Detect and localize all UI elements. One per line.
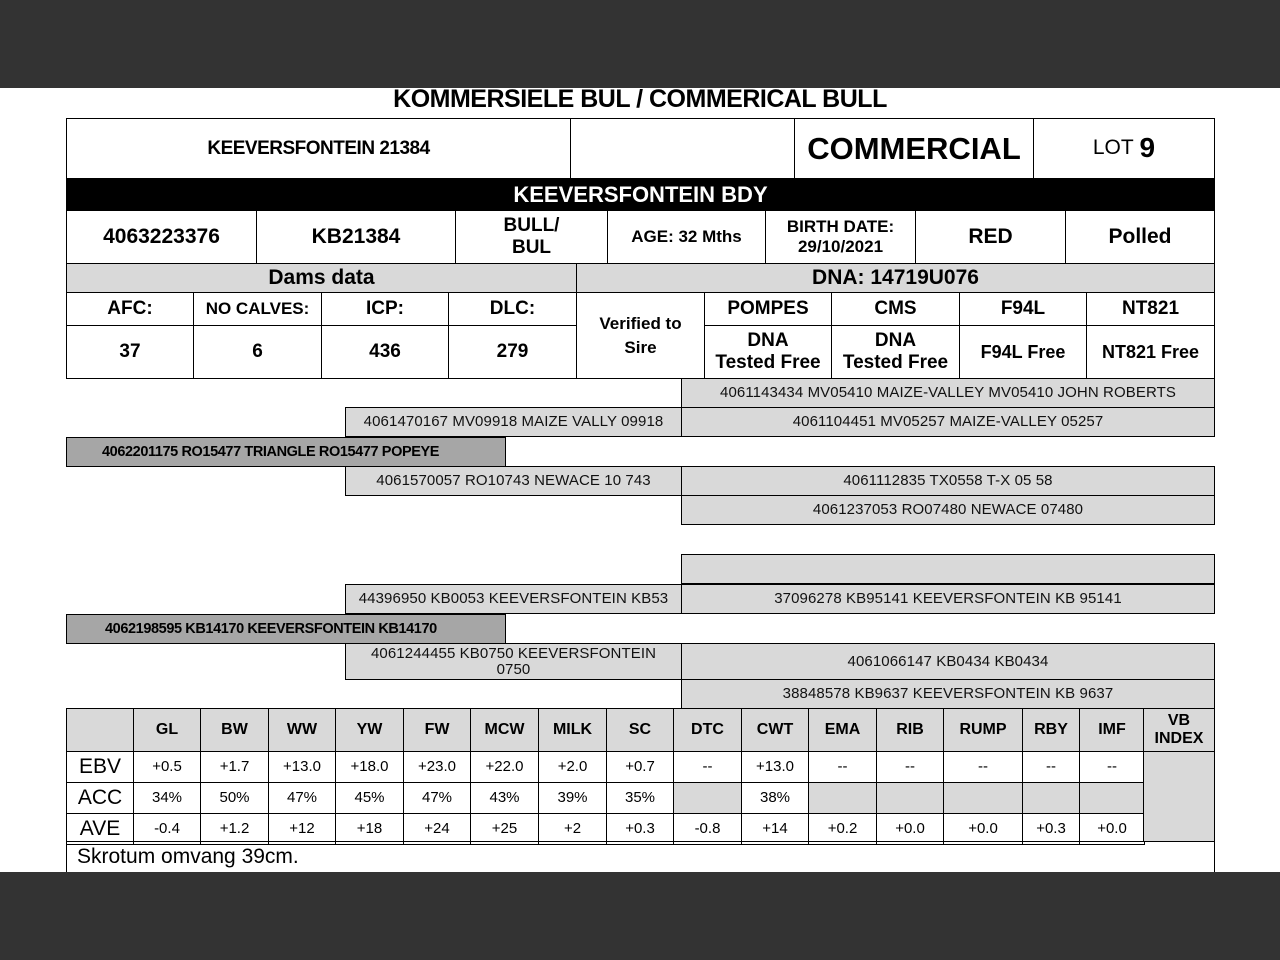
ebv-cell-ave-fw: +24: [403, 813, 471, 845]
ebv-cell-ebv-milk: +2.0: [538, 751, 607, 783]
ebv-cell-ave-ww: +12: [268, 813, 336, 845]
ebv-cell-ebv-cwt: +13.0: [741, 751, 809, 783]
animal-name: KEEVERSFONTEIN 21384: [66, 118, 571, 179]
icp-label: ICP:: [321, 292, 449, 326]
ebv-row-label-acc: ACC: [66, 782, 134, 814]
vb-index-header: [1143, 708, 1215, 752]
ebv-cell-ebv-imf: --: [1079, 751, 1145, 783]
birth-date-cell: [765, 210, 916, 264]
ebv-cell-ave-dtc: -0.8: [673, 813, 742, 845]
ebv-cell-acc-rump: [943, 782, 1023, 814]
ebv-cell-ave-rump: +0.0: [943, 813, 1023, 845]
bull-info-sheet: [0, 88, 1280, 872]
ebv-cell-ebv-rib: --: [876, 751, 944, 783]
pompes-result-line2: Tested Free: [715, 352, 821, 373]
pedigree-sire: 4062201175 RO15477 TRIANGLE RO15477 POPEYE: [66, 437, 506, 467]
no-calves-value: 6: [193, 325, 322, 379]
ebv-cell-ave-imf: +0.0: [1079, 813, 1145, 845]
ebv-cell-acc-milk: 39%: [538, 782, 607, 814]
pedigree-dam-sire: 44396950 KB0053 KEEVERSFONTEIN KB53: [345, 584, 682, 614]
afc-value: 37: [66, 325, 194, 379]
ebv-col-header-rib: RIB: [876, 708, 944, 752]
pedigree-dsd: 37096278 KB95141 KEEVERSFONTEIN KB 95141: [681, 584, 1215, 614]
ebv-row-label-ave: AVE: [66, 813, 134, 845]
birth-date-value: 29/10/2021: [797, 237, 884, 256]
pompes-result-line1: DNA: [747, 330, 789, 352]
pedigree-ddd: 38848578 KB9637 KEEVERSFONTEIN KB 9637: [681, 679, 1215, 709]
animal-colour: RED: [915, 210, 1066, 264]
ebv-cell-acc-dtc: [673, 782, 742, 814]
f94l-result: F94L Free: [959, 325, 1087, 379]
ebv-col-header-sc: SC: [606, 708, 674, 752]
pedigree-sds: 4061112835 TX0558 T-X 05 58: [681, 466, 1215, 496]
animal-id: 4063223376: [66, 210, 257, 264]
pedigree-dds: 4061066147 KB0434 KB0434: [681, 643, 1215, 680]
afc-label: AFC:: [66, 292, 194, 326]
birth-date-label: BIRTH DATE:: [786, 217, 895, 237]
cms-label: CMS: [831, 292, 960, 326]
vb-index-value: [1143, 751, 1215, 842]
ebv-cell-acc-sc: 35%: [606, 782, 674, 814]
ebv-col-header-gl: GL: [133, 708, 201, 752]
ebv-col-header-rby: RBY: [1022, 708, 1080, 752]
nt821-label: NT821: [1086, 292, 1215, 326]
ebv-cell-acc-fw: 47%: [403, 782, 471, 814]
dams-data-title: Dams data: [66, 263, 577, 293]
ebv-cell-ave-yw: +18: [335, 813, 404, 845]
ebv-cell-acc-mcw: 43%: [470, 782, 539, 814]
ebv-col-header-cwt: CWT: [741, 708, 809, 752]
scrotum-note: Skrotum omvang 39cm.: [66, 841, 1215, 872]
lot-label: LOT: [1092, 136, 1134, 160]
ebv-cell-ave-mcw: +25: [470, 813, 539, 845]
animal-sex: [455, 210, 608, 264]
ebv-row-label-ebv: EBV: [66, 751, 134, 783]
ebv-cell-acc-yw: 45%: [335, 782, 404, 814]
ebv-cell-ebv-bw: +1.7: [200, 751, 269, 783]
pedigree-sdd: 4061237053 RO07480 NEWACE 07480: [681, 495, 1215, 525]
ebv-col-header-imf: IMF: [1079, 708, 1145, 752]
cms-result-line2: Tested Free: [842, 352, 949, 373]
ebv-col-header-bw: BW: [200, 708, 269, 752]
lot-number: 9: [1139, 132, 1156, 164]
ebv-col-header-ww: WW: [268, 708, 336, 752]
dna-title: DNA: 14719U076: [576, 263, 1215, 293]
ebv-cell-ebv-sc: +0.7: [606, 751, 674, 783]
ebv-cell-ave-ema: +0.2: [808, 813, 877, 845]
animal-tattoo: KB21384: [256, 210, 456, 264]
dlc-value: 279: [448, 325, 577, 379]
ebv-col-header-dtc: DTC: [673, 708, 742, 752]
header-blank-cell: [570, 118, 795, 179]
ebv-cell-ebv-gl: +0.5: [133, 751, 201, 783]
lot-cell: [1033, 118, 1215, 179]
ebv-col-header-ema: EMA: [808, 708, 877, 752]
pedigree-sire-sire: 4061470167 MV09918 MAIZE VALLY 09918: [345, 407, 682, 437]
cms-result: [831, 325, 960, 379]
ebv-cell-ebv-ww: +13.0: [268, 751, 336, 783]
animal-age: AGE: 32 Mths: [607, 210, 766, 264]
pedigree-dam: 4062198595 KB14170 KEEVERSFONTEIN KB14170: [66, 614, 506, 644]
ebv-cell-acc-cwt: 38%: [741, 782, 809, 814]
ebv-cell-ave-cwt: +14: [741, 813, 809, 845]
ebv-cell-ebv-rby: --: [1022, 751, 1080, 783]
ebv-cell-ave-milk: +2: [538, 813, 607, 845]
cms-result-line1: DNA: [874, 330, 917, 352]
no-calves-label: NO CALVES:: [193, 292, 322, 326]
ebv-corner-cell: [66, 708, 134, 752]
pedigree-sire-dam: 4061570057 RO10743 NEWACE 10 743: [345, 466, 682, 496]
ebv-cell-acc-rby: [1022, 782, 1080, 814]
ebv-col-header-yw: YW: [335, 708, 404, 752]
vb-index-line2: INDEX: [1154, 730, 1204, 747]
f94l-label: F94L: [959, 292, 1087, 326]
pedigree-sss: 4061143434 MV05410 MAIZE-VALLEY MV05410 JOHN ROBERTS: [681, 378, 1215, 408]
sheet-title: KOMMERSIELE BUL / COMMERICAL BULL: [393, 88, 887, 113]
pedigree-dss: [681, 554, 1215, 584]
breeder-banner: KEEVERSFONTEIN BDY: [66, 178, 1215, 211]
ebv-cell-acc-imf: [1079, 782, 1145, 814]
ebv-cell-ave-rby: +0.3: [1022, 813, 1080, 845]
sex-line1: BULL/: [503, 215, 560, 237]
dlc-label: DLC:: [448, 292, 577, 326]
vb-index-line1: VB: [1167, 711, 1191, 729]
ebv-cell-ebv-rump: --: [943, 751, 1023, 783]
ebv-cell-acc-gl: 34%: [133, 782, 201, 814]
nt821-result: NT821 Free: [1086, 325, 1215, 379]
verified-line2: Sire: [624, 337, 657, 357]
ebv-cell-ebv-ema: --: [808, 751, 877, 783]
icp-value: 436: [321, 325, 449, 379]
ebv-cell-ebv-fw: +23.0: [403, 751, 471, 783]
ebv-col-header-fw: FW: [403, 708, 471, 752]
pompes-result: [704, 325, 832, 379]
ebv-col-header-mcw: MCW: [470, 708, 539, 752]
category-label: COMMERCIAL: [794, 118, 1034, 179]
ebv-col-header-milk: MILK: [538, 708, 607, 752]
ebv-cell-acc-ww: 47%: [268, 782, 336, 814]
verified-to-sire: [576, 292, 705, 379]
animal-horn-status: Polled: [1065, 210, 1215, 264]
ebv-cell-ebv-mcw: +22.0: [470, 751, 539, 783]
ebv-cell-acc-rib: [876, 782, 944, 814]
pompes-label: POMPES: [704, 292, 832, 326]
pedigree-ssd: 4061104451 MV05257 MAIZE-VALLEY 05257: [681, 407, 1215, 437]
verified-line1: Verified to: [599, 313, 682, 333]
pedigree-dam-dam: 4061244455 KB0750 KEEVERSFONTEIN 0750: [345, 643, 682, 680]
sex-line2: BUL: [511, 237, 552, 258]
ebv-cell-acc-ema: [808, 782, 877, 814]
ebv-cell-ave-rib: +0.0: [876, 813, 944, 845]
ebv-cell-ave-gl: -0.4: [133, 813, 201, 845]
ebv-cell-ave-sc: +0.3: [606, 813, 674, 845]
ebv-cell-ebv-yw: +18.0: [335, 751, 404, 783]
ebv-cell-ave-bw: +1.2: [200, 813, 269, 845]
ebv-col-header-rump: RUMP: [943, 708, 1023, 752]
ebv-cell-ebv-dtc: --: [673, 751, 742, 783]
ebv-cell-acc-bw: 50%: [200, 782, 269, 814]
